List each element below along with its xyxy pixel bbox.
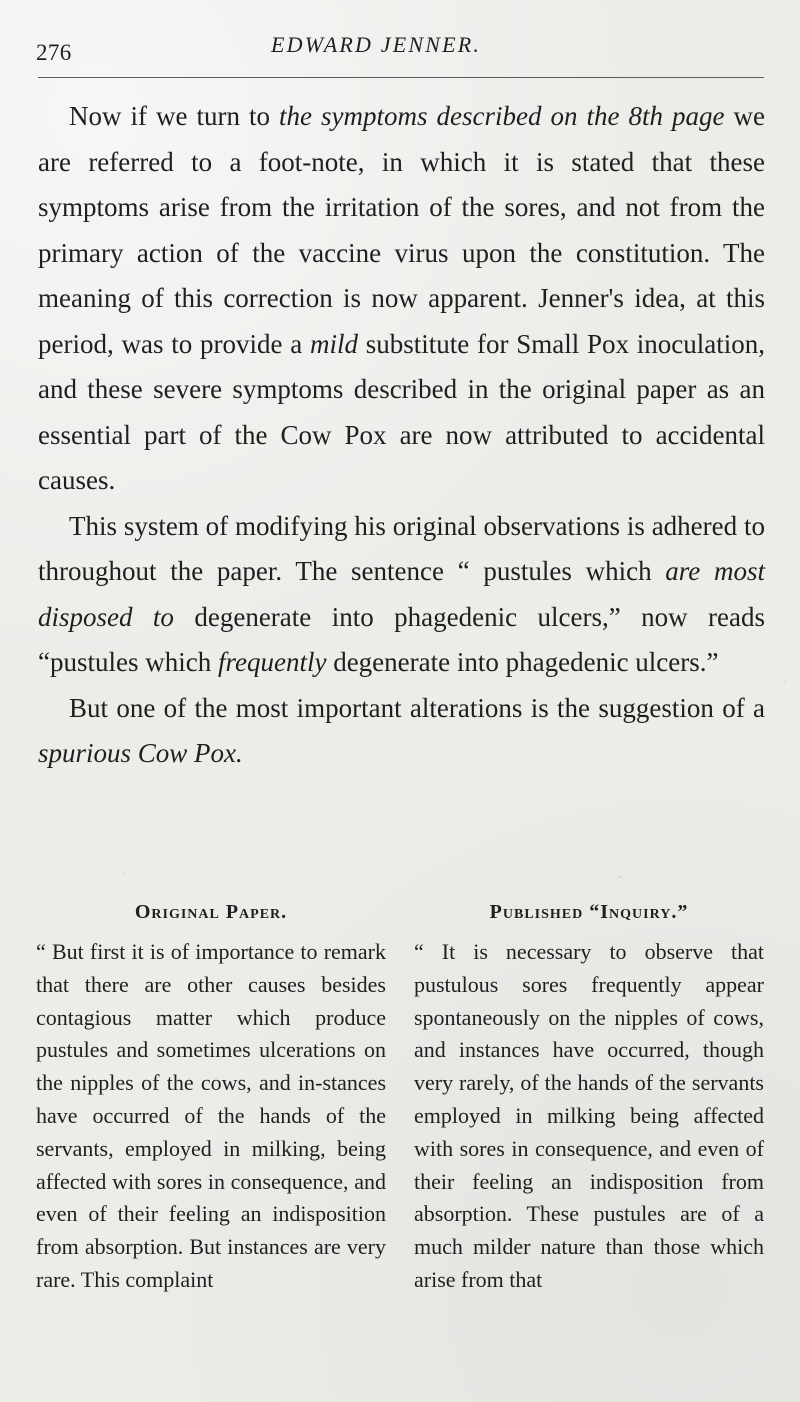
paragraph-2-italic-frequently: frequently — [217, 647, 327, 677]
comparison-columns — [36, 898, 766, 1378]
original-paper-column — [36, 898, 386, 1297]
page-number: 276 — [36, 40, 72, 65]
published-inquiry-column — [414, 898, 764, 1297]
paragraph-2-text-c: degenerate into phagedenic ulcers.” — [326, 647, 719, 677]
paragraph-3-italic-spurious: spurious Cow Pox. — [38, 738, 243, 768]
paper-speck — [784, 681, 786, 683]
original-paper-text: “ But first it is of importance to remark that there are other causes besides contagious matter which produce pustules and sometimes ulcerations on the nipples of the cows, and in-stances have occurred of the hands of the servants, employed in milking, being affected with sores in consequence, and even of their feeling an indisposition from absorption. But instances are very rare. This complaint — [36, 939, 386, 1292]
paragraph-1-text-c: substitute for Small Pox inoculation, and these severe symptoms described in the original paper as an essential part of the Cow Pox are now attributed to accidental causes. — [38, 328, 765, 495]
paragraph-1-text-b: we are referred to a foot-note, in which it is stated that these symptoms arise from the irritation of the sores, and not from the primary action of the vaccine virus upon the constitution. The meaning of this correction is now apparent. Jenner's idea, at this period, was to provide a — [38, 101, 766, 359]
paragraph-1-italic-symptoms: the symptoms described on the 8th page — [279, 101, 725, 131]
running-head: EDWARD JENNER. — [271, 32, 482, 57]
published-inquiry-text: “ It is necessary to observe that pustulous sores frequently appear spontaneously on the nipples of cows, and instances have occurred, though very rarely, of the hands of the servants employed in milking being affected with sores in consequence, and even of their feeling an indisposition from absorption. These pustules are of a much milder nature than those which arise from that — [414, 939, 764, 1292]
published-inquiry-heading: Published “Inquiry.” — [489, 901, 689, 923]
paragraph-1-text-a: Now if we turn to — [69, 101, 280, 131]
main-body-text — [38, 94, 765, 777]
original-paper-heading: Original Paper. — [134, 901, 288, 923]
paragraph-2 — [38, 504, 765, 686]
paragraph-2-text-a: This system of modifying his original observations is adhered to throughout the paper. The sentence “ pustules which — [38, 510, 765, 586]
paragraph-2-text-b: degenerate into phagedenic ulcers,” now reads “pustules which — [38, 601, 765, 677]
paragraph-2-italic-disposed: are most disposed to — [38, 556, 766, 632]
paper-speck — [123, 872, 125, 874]
paragraph-3 — [38, 686, 765, 777]
paragraph-1 — [38, 94, 765, 504]
paper-speck — [619, 876, 622, 878]
paragraph-1-italic-mild: mild — [309, 328, 358, 359]
paragraph-3-text-a: But one of the most important alterations is the suggestion of a — [69, 692, 765, 723]
page-header — [36, 30, 766, 66]
header-rule — [38, 77, 764, 78]
